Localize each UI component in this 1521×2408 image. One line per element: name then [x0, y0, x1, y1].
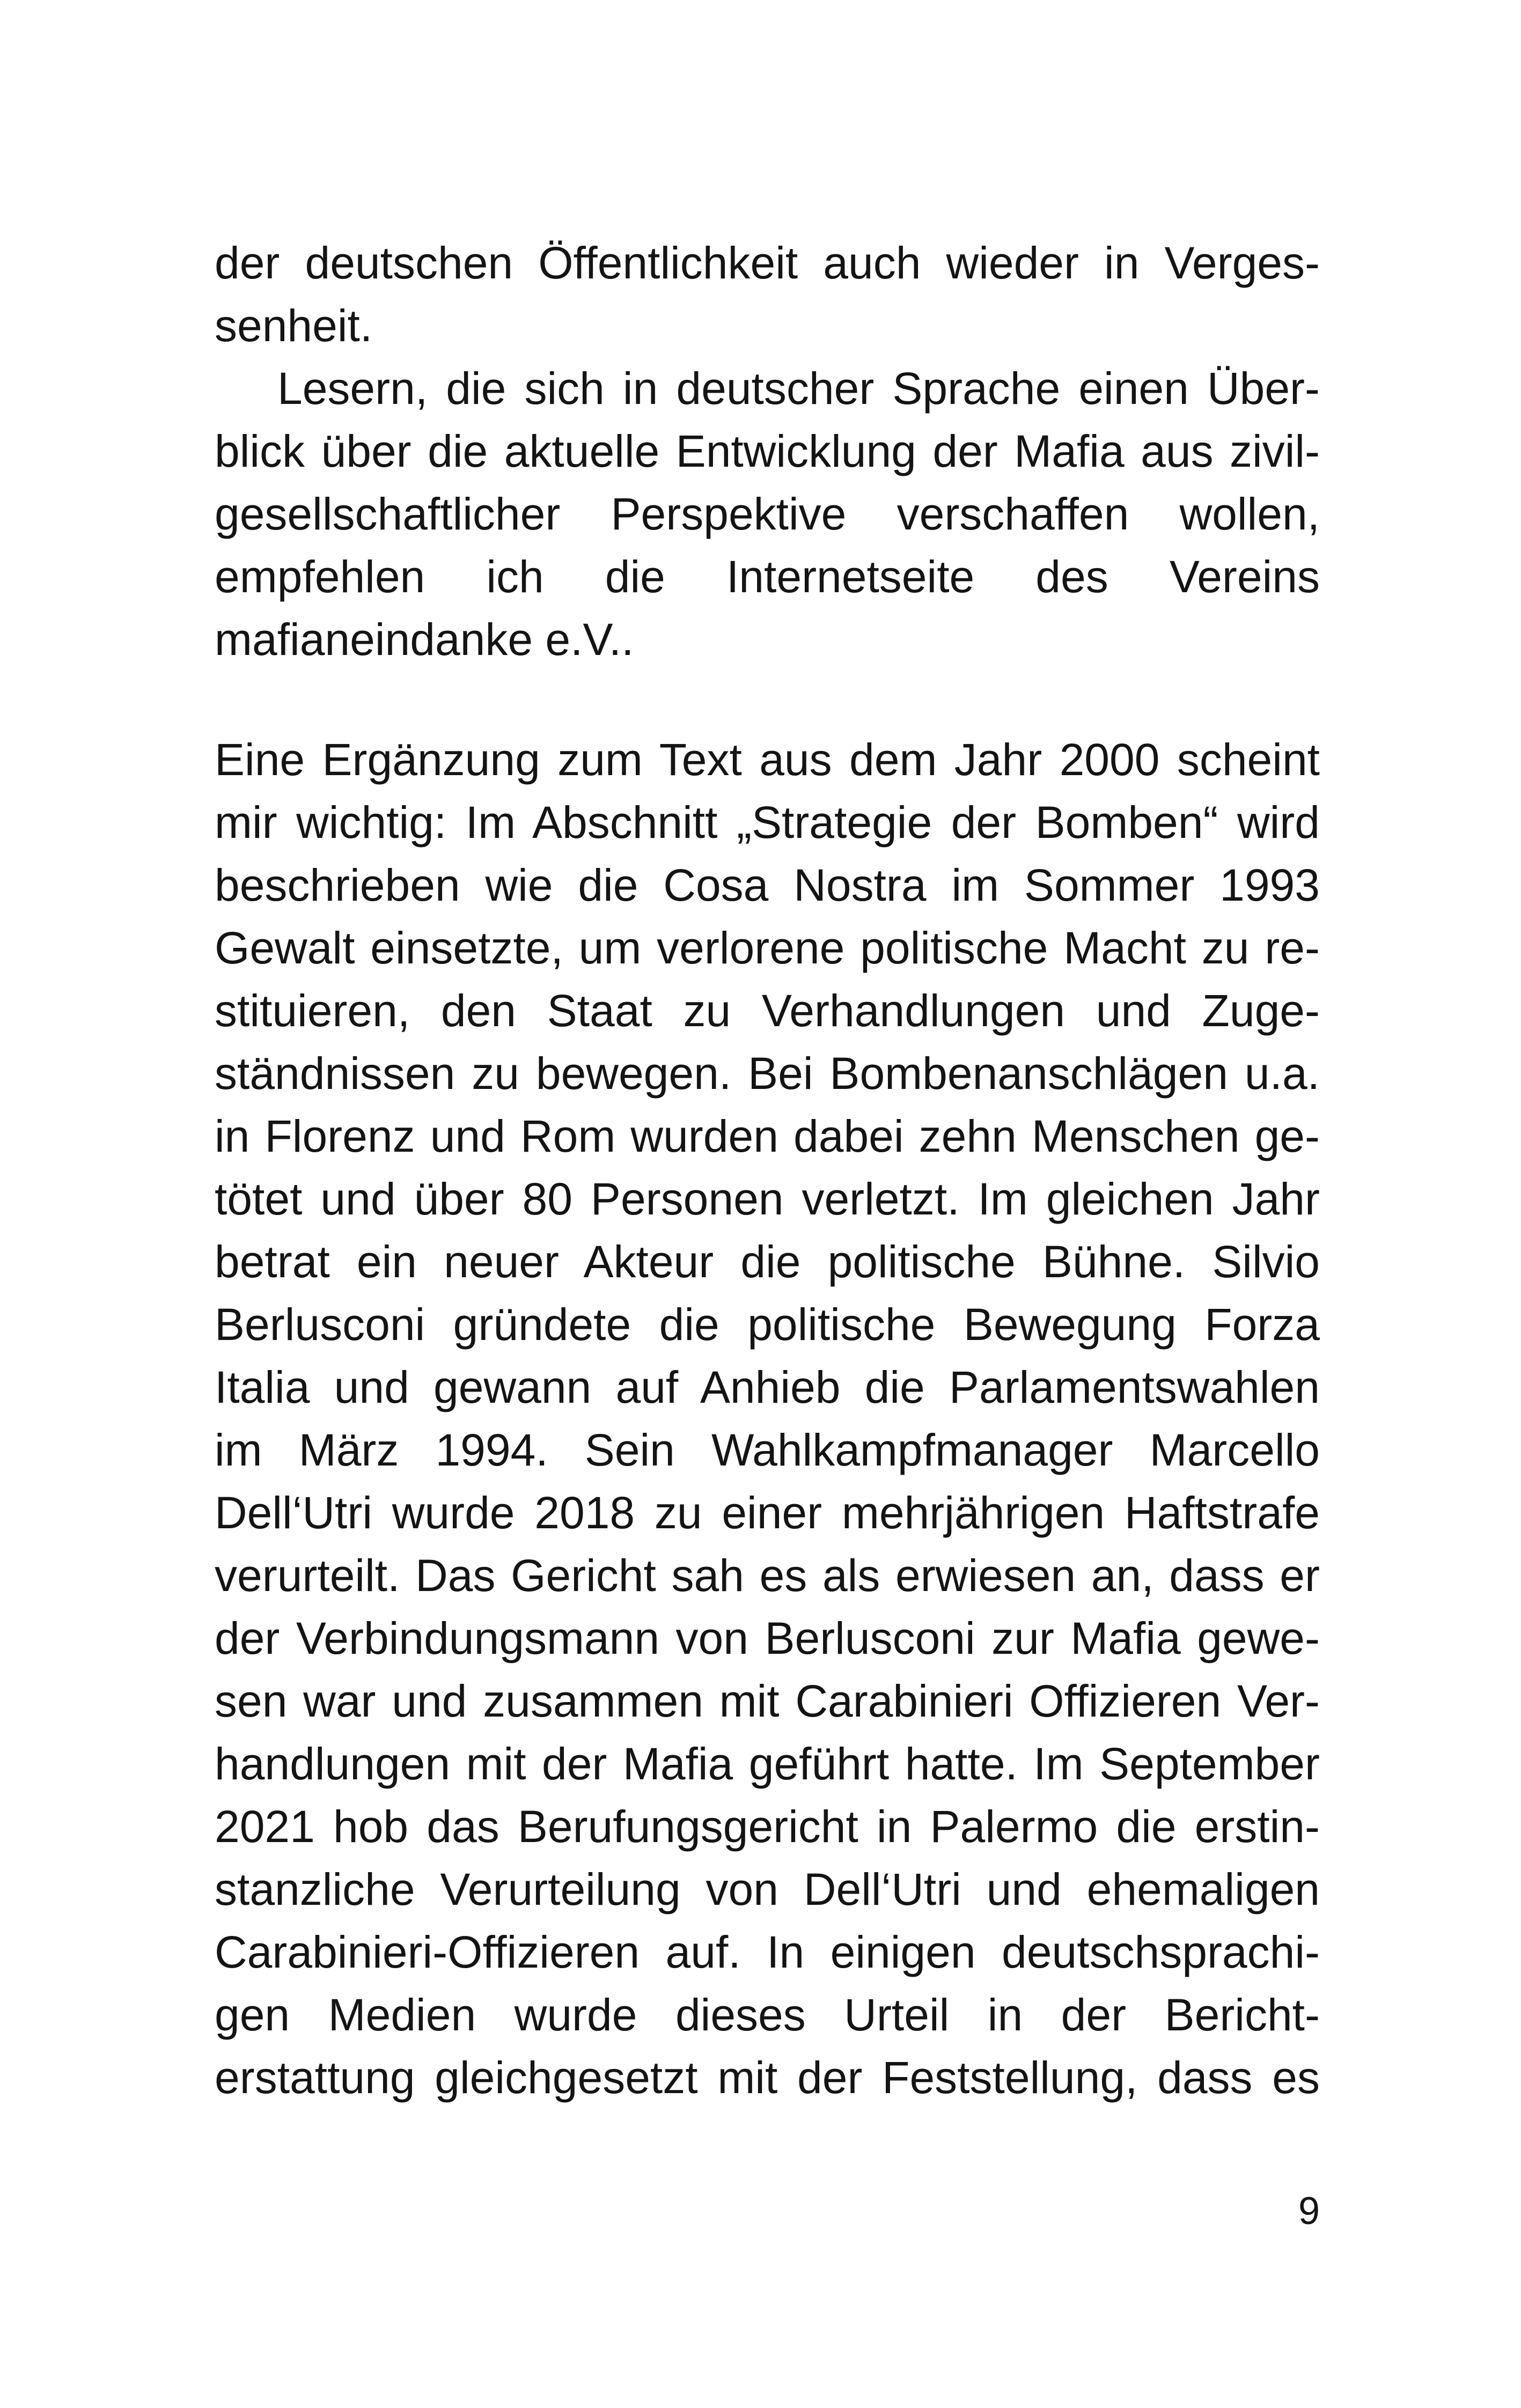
text-line: beschrieben wie die Cosa Nostra im Sommer 1993 [215, 860, 1320, 910]
text-line: der deutschen Öffentlichkeit auch wieder in Verges- [215, 238, 1320, 288]
text-line: betrat ein neuer Akteur die politische Bühne. Silvio [215, 1236, 1320, 1287]
text-line: im März 1994. Sein Wahlkampfmanager Marcello [215, 1425, 1320, 1475]
page-number: 9 [1298, 2190, 1320, 2233]
text-line: blick über die aktuelle Entwicklung der Mafia aus zivil- [215, 426, 1320, 476]
text-line: handlungen mit der Mafia geführt hatte. Im September [215, 1739, 1320, 1789]
text-line: in Florenz und Rom wurden dabei zehn Menschen ge- [215, 1111, 1320, 1161]
text-line: gesellschaftlicher Perspektive verschaffen wollen, [215, 489, 1320, 539]
text-line: verurteilt. Das Gericht sah es als erwiesen an, dass er [215, 1550, 1320, 1601]
text-line: stanzliche Verurteilung von Dell‘Utri und ehemaligen [215, 1864, 1320, 1914]
text-line: Berlusconi gründete die politische Bewegung Forza [215, 1299, 1320, 1350]
text-line: tötet und über 80 Personen verletzt. Im gleichen Jahr [215, 1174, 1320, 1224]
text-line: stituieren, den Staat zu Verhandlungen und Zuge- [215, 985, 1320, 1036]
text-line: 2021 hob das Berufungsgericht in Palermo die erstin- [215, 1801, 1320, 1852]
text-line: senheit. [215, 300, 373, 351]
text-line: gen Medien wurde dieses Urteil in der Bericht- [215, 1990, 1320, 2040]
text-line: der Verbindungsmann von Berlusconi zur Mafia gewe- [215, 1613, 1320, 1663]
text-line: mafianeindanke e.V.. [215, 614, 634, 665]
text-line: empfehlen ich die Internetseite des Vereins [215, 551, 1320, 602]
text-line: sen war und zusammen mit Carabinieri Offizieren Ver- [215, 1676, 1320, 1726]
text-line: erstattung gleichgesetzt mit der Feststellung, dass es [215, 2052, 1320, 2103]
text-line: mir wichtig: Im Abschnitt „Strategie der Bomben“ wird [215, 797, 1320, 848]
text-line: Eine Ergänzung zum Text aus dem Jahr 2000 scheint [215, 734, 1320, 785]
text-line: Carabinieri-Offizieren auf. In einigen deutschsprachi- [215, 1927, 1320, 1977]
text-line: ständnissen zu bewegen. Bei Bombenanschlägen u.a. [215, 1048, 1320, 1099]
text-line: Italia und gewann auf Anhieb die Parlamentswahlen [215, 1362, 1320, 1412]
text-line: Dell‘Utri wurde 2018 zu einer mehrjährigen Haftstrafe [215, 1487, 1320, 1538]
text-line: Gewalt einsetzte, um verlorene politische Macht zu re- [215, 923, 1320, 973]
text-line: Lesern, die sich in deutscher Sprache einen Über- [277, 363, 1320, 414]
